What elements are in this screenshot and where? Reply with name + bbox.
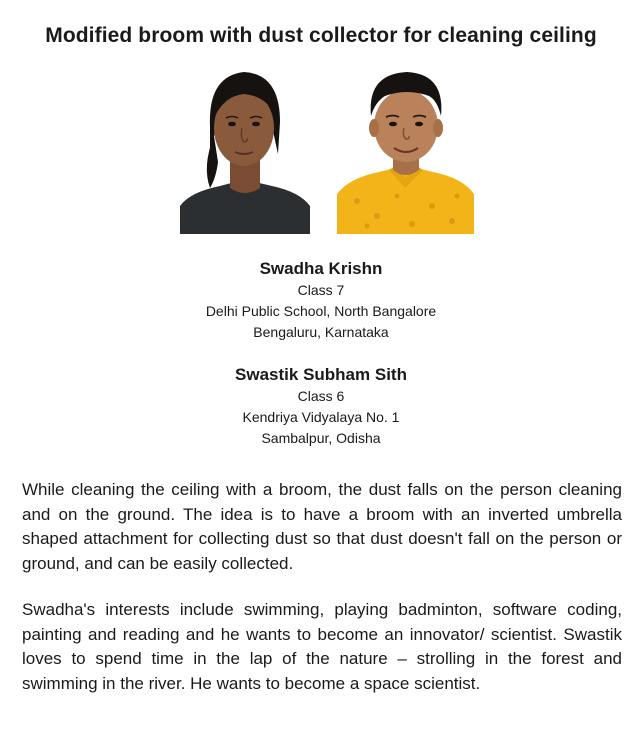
person-card-swastik [0, 364, 642, 449]
person-location: Sambalpur, Odisha [261, 430, 381, 446]
person-name: Swastik Subham Sith [235, 365, 407, 384]
photo-swastik-subham-sith [337, 66, 474, 234]
person-location: Bengaluru, Karnataka [253, 324, 389, 340]
photo-swadha-krishn [180, 66, 310, 234]
person-card-swadha [0, 258, 642, 343]
person-name: Swadha Krishn [259, 259, 383, 278]
description-paragraph: While cleaning the ceiling with a broom, the dust falls on the person cleaning and on the ground. The idea is to have a broom with an inverted umbrella shaped attachment for collecting dust so that dust doesn't fall on the person or ground, and can be easily collected. [22, 480, 622, 573]
page-title: Modified broom with dust collector for cleaning ceiling [45, 24, 597, 47]
person-class: Class 6 [297, 388, 345, 404]
person-school: Kendriya Vidyalaya No. 1 [242, 409, 400, 425]
interests-paragraph: Swadha's interests include swimming, playing badminton, software coding, painting and reading and he wants to become an innovator/ scientist. Swastik loves to spend time in the lap of the nature – strolling in the forest and swimming in the river. He wants to become a space scientist. [22, 600, 622, 693]
person-class: Class 7 [297, 282, 345, 298]
person-school: Delhi Public School, North Bangalore [205, 303, 437, 319]
